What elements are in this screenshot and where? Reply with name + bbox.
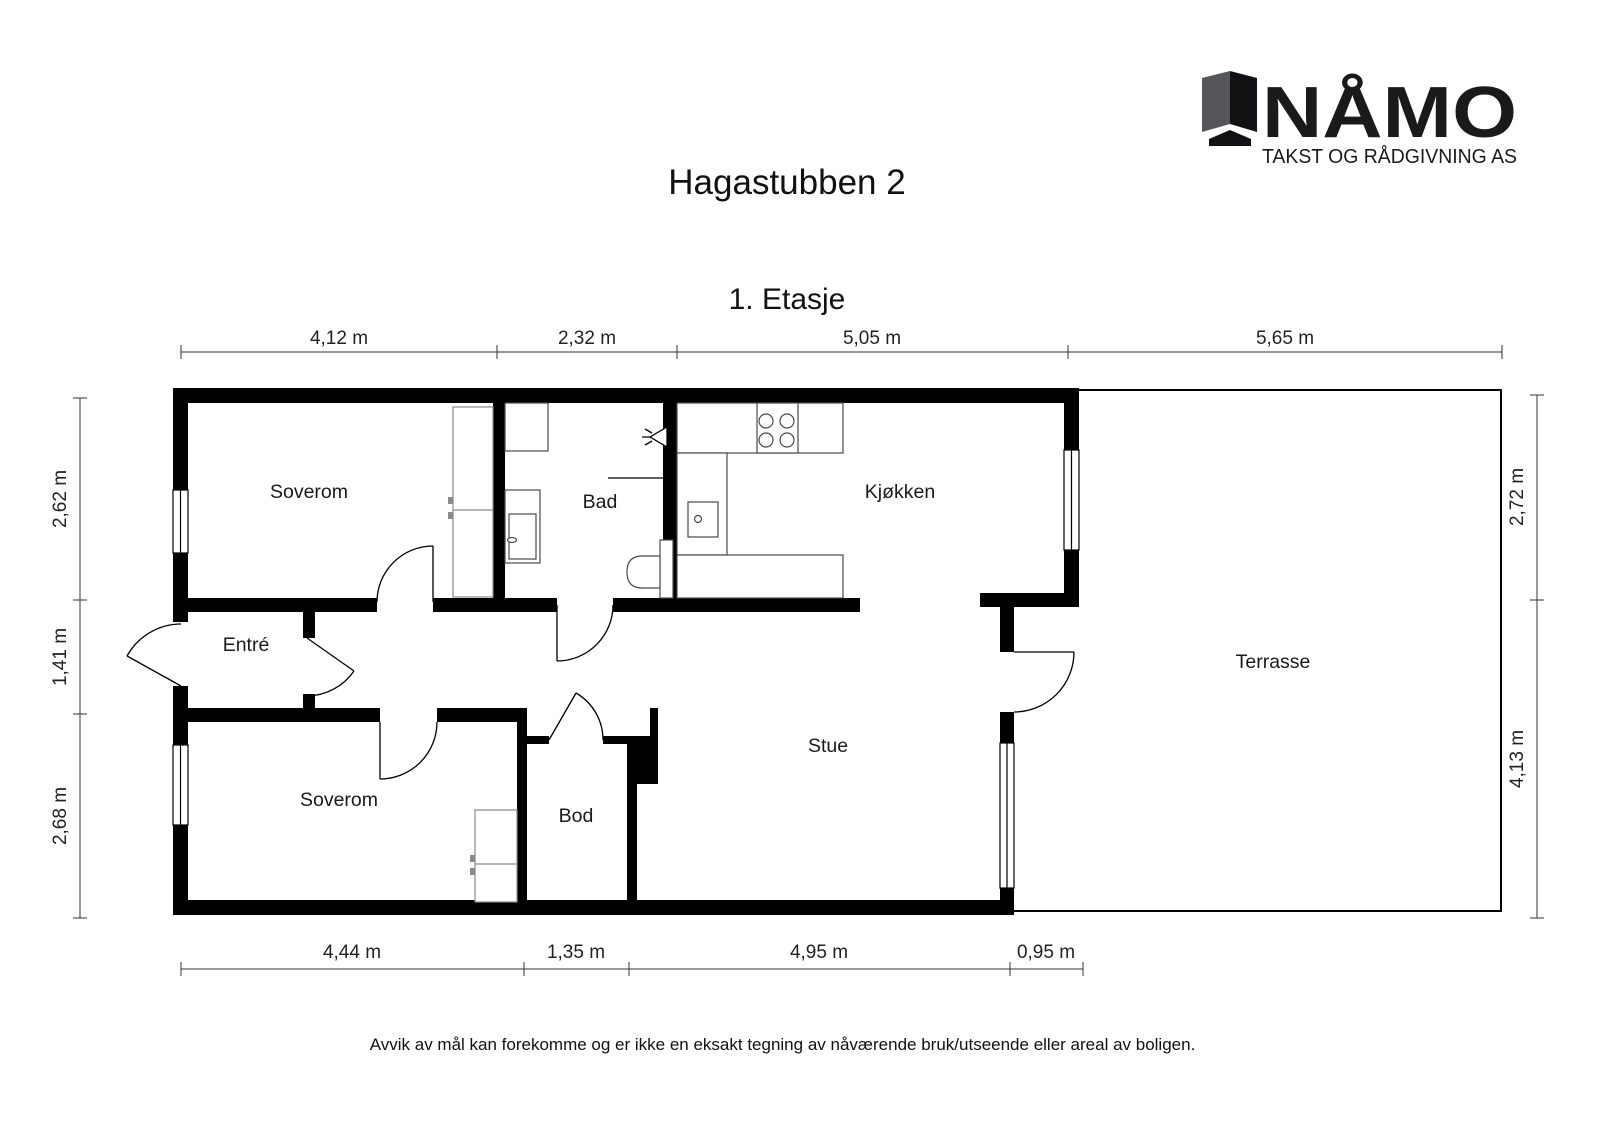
wall-segment <box>187 598 377 612</box>
dimension-right <box>1507 395 1544 918</box>
dim-label: 2,68 m <box>50 786 71 846</box>
wall-segment <box>437 708 527 722</box>
dim-label: 1,35 m <box>546 942 606 963</box>
wall-segment <box>187 708 380 722</box>
dimension-top <box>181 328 1502 359</box>
dim-label: 4,95 m <box>789 942 849 963</box>
stove-four-burners-icon <box>757 403 798 453</box>
dim-label: 5,05 m <box>842 328 902 349</box>
windows <box>173 450 1079 888</box>
disclaimer-text: Avvik av mål kan forekomme og er ikke en eksakt tegning av nåværende bruk/utseende eller areal av boligen. <box>369 1035 1196 1054</box>
namo-logo <box>1202 71 1525 168</box>
dim-label: 4,13 m <box>1507 729 1528 789</box>
bathroom-sink-icon <box>505 490 540 563</box>
floor-title: 1. Etasje <box>728 283 846 316</box>
wall-segment <box>173 900 1012 915</box>
window-soverom1 <box>173 490 188 553</box>
dim-label: 5,65 m <box>1255 328 1315 349</box>
room-label-soverom1: Soverom <box>269 481 349 503</box>
wall-segment <box>1000 888 1014 915</box>
terrace-door <box>1014 652 1074 712</box>
wall-segment <box>1000 712 1014 743</box>
wall-segment <box>627 744 658 784</box>
soverom2-door <box>380 722 437 779</box>
wall-segment <box>433 598 557 612</box>
room-label-stue: Stue <box>807 735 849 757</box>
logo-brand-text: NÅMO <box>1262 73 1517 153</box>
dimension-bottom <box>181 942 1083 976</box>
entre-inner-door <box>307 638 354 696</box>
wall-segment <box>173 388 1079 403</box>
dimension-left <box>50 398 87 918</box>
wall-segment <box>527 736 549 744</box>
bod-door <box>549 693 603 740</box>
kitchen-sink-icon <box>688 502 718 537</box>
page-title: Hagastubben 2 <box>668 163 906 202</box>
wardrobe-icon <box>470 810 517 902</box>
dim-label: 4,12 m <box>309 328 369 349</box>
wall-segment <box>613 598 860 612</box>
wall-segment <box>980 593 1079 607</box>
wall-segment <box>627 784 637 915</box>
dim-label: 4,44 m <box>322 942 382 963</box>
dim-label: 2,32 m <box>557 328 617 349</box>
logo-right-face <box>1230 71 1257 132</box>
room-label-entre: Entré <box>222 634 270 656</box>
window-stue <box>1000 743 1014 888</box>
wall-segment <box>603 736 658 744</box>
wardrobe-icon <box>448 407 493 597</box>
logo-tagline-text: TAKST OG RÅDGIVNING AS <box>1262 146 1525 168</box>
dim-label: 0,95 m <box>1016 942 1076 963</box>
wall-segment <box>173 553 188 622</box>
counter-bottom <box>677 555 843 598</box>
room-label-bad: Bad <box>582 491 618 513</box>
shower-icon <box>505 403 548 451</box>
kitchen-fixtures <box>677 403 843 598</box>
bad-door <box>557 605 613 661</box>
room-labels <box>223 481 1311 827</box>
wall-segment <box>493 403 505 598</box>
wall-segment <box>517 708 527 915</box>
interior-walls <box>187 403 860 915</box>
logo-left-face <box>1202 71 1230 132</box>
wall-segment <box>1000 607 1014 652</box>
dim-label: 2,72 m <box>1507 467 1528 527</box>
dim-label: 2,62 m <box>50 469 71 529</box>
wall-segment <box>303 612 315 638</box>
toilet-icon <box>627 540 673 598</box>
dim-label: 1,41 m <box>50 627 71 687</box>
room-label-soverom2: Soverom <box>299 789 379 811</box>
doors <box>127 546 1074 779</box>
room-label-bod: Bod <box>558 805 594 827</box>
window-soverom2 <box>173 745 188 825</box>
wall-segment <box>650 708 658 736</box>
logo-base <box>1209 130 1251 146</box>
wall-segment <box>1064 403 1079 450</box>
room-label-kjokken: Kjøkken <box>864 481 936 503</box>
window-kjokken <box>1064 450 1079 550</box>
exterior-walls <box>173 388 1079 915</box>
wall-segment <box>173 388 188 490</box>
wardrobes <box>448 407 517 902</box>
entrance-door <box>127 624 181 686</box>
wall-segment <box>173 686 188 745</box>
room-label-terrasse: Terrasse <box>1235 651 1311 673</box>
soverom1-door <box>377 546 433 602</box>
